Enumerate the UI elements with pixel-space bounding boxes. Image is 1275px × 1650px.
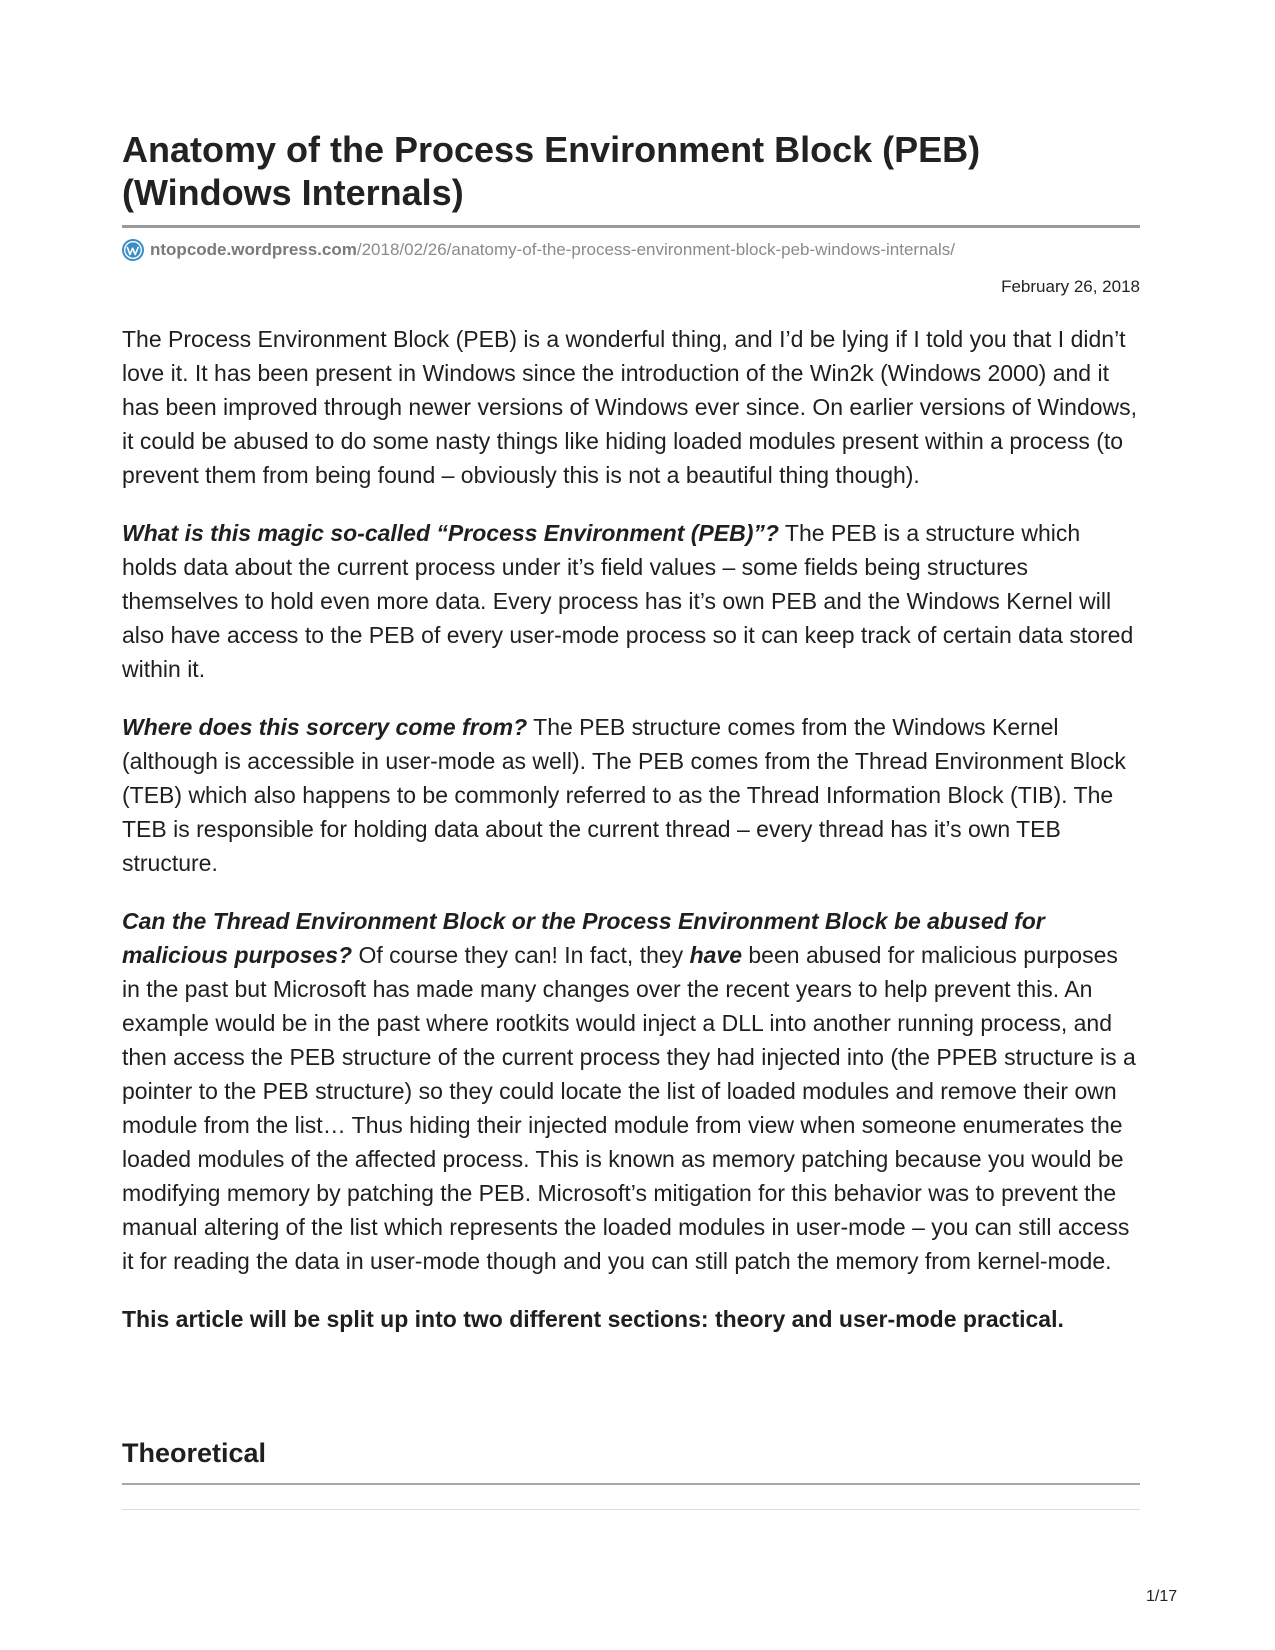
wordpress-icon bbox=[122, 239, 144, 261]
source-path[interactable]: /2018/02/26/anatomy-of-the-process-environment-block-peb-windows-internals/ bbox=[356, 240, 956, 259]
source-domain[interactable]: ntopcode.wordpress.com bbox=[150, 240, 357, 259]
paragraph-abuse-emphasis: have bbox=[689, 942, 742, 968]
title-line-2: (Windows Internals) bbox=[122, 172, 464, 213]
publish-date: February 26, 2018 bbox=[1001, 277, 1140, 296]
section-divider-light bbox=[122, 1509, 1140, 1510]
source-url[interactable] bbox=[122, 238, 955, 262]
paragraph-what bbox=[122, 516, 1140, 686]
paragraph-intro bbox=[122, 322, 1140, 492]
article-body bbox=[122, 322, 1140, 1360]
page-number: 1/17 bbox=[1146, 1588, 1178, 1605]
article-title bbox=[122, 128, 1140, 214]
paragraph-abuse-lead: Can the Thread Environment Block or the Process Environment Block be abused for malicious purposes? bbox=[122, 908, 1045, 968]
paragraph-what-text: The PEB is a structure which holds data about the current process under it’s field values – some fields being structures themselves to hold even more data. Every process has it’s own PEB and the Windows Kernel will also have access to the PEB of every user-mode process so it can keep track of certain data stored within it. bbox=[122, 520, 1134, 682]
paragraph-sections-note: This article will be split up into two different sections: theory and user-mode practical. bbox=[122, 1306, 1064, 1332]
paragraph-abuse-text-a: Of course they can! In fact, they bbox=[352, 942, 690, 968]
title-divider bbox=[122, 225, 1140, 228]
paragraph-where-text: The PEB structure comes from the Windows Kernel (although is accessible in user-mode as well). The PEB comes from the Thread Environment Block (TEB) which also happens to be commonly referred to as the Thread Information Block (TIB). The TEB is responsible for holding data about the current thread – every thread has it’s own TEB structure. bbox=[122, 714, 1126, 876]
section-divider bbox=[122, 1483, 1140, 1485]
section-heading-theoretical: Theoretical bbox=[122, 1438, 267, 1468]
title-line-1: Anatomy of the Process Environment Block (PEB) bbox=[122, 129, 981, 170]
paragraph-intro-text: The Process Environment Block (PEB) is a wonderful thing, and I’d be lying if I told you that I didn’t love it. It has been present in Windows since the introduction of the Win2k (Windows 2000) and it has been improved through newer versions of Windows ever since. On earlier versions of Windows, it could be abused to do some nasty things like hiding loaded modules present within a process (to prevent them from being found – obviously this is not a beautiful thing though). bbox=[122, 326, 1138, 488]
paragraph-what-lead: What is this magic so-called “Process Environment (PEB)”? bbox=[122, 520, 779, 546]
paragraph-where bbox=[122, 710, 1140, 880]
paragraph-abuse-text-b: been abused for malicious purposes in the past but Microsoft has made many changes over the recent years to help prevent this. An example would be in the past where rootkits would inject a DLL into another running process, and then access the PEB structure of the current process they had injected into (the PPEB structure is a pointer to the PEB structure) so they could locate the list of loaded modules and remove their own module from the list… Thus hiding their injected module from view when someone enumerates the loaded modules of the affected process. This is known as memory patching because you would be modifying memory by patching the PEB. Microsoft’s mitigation for this behavior was to prevent the manual altering of the list which represents the loaded modules in user-mode – you can still access it for reading the data in user-mode though and you can still patch the memory from kernel-mode. bbox=[122, 942, 1136, 1274]
paragraph-where-lead: Where does this sorcery come from? bbox=[122, 714, 528, 740]
paragraph-abuse bbox=[122, 904, 1140, 1278]
